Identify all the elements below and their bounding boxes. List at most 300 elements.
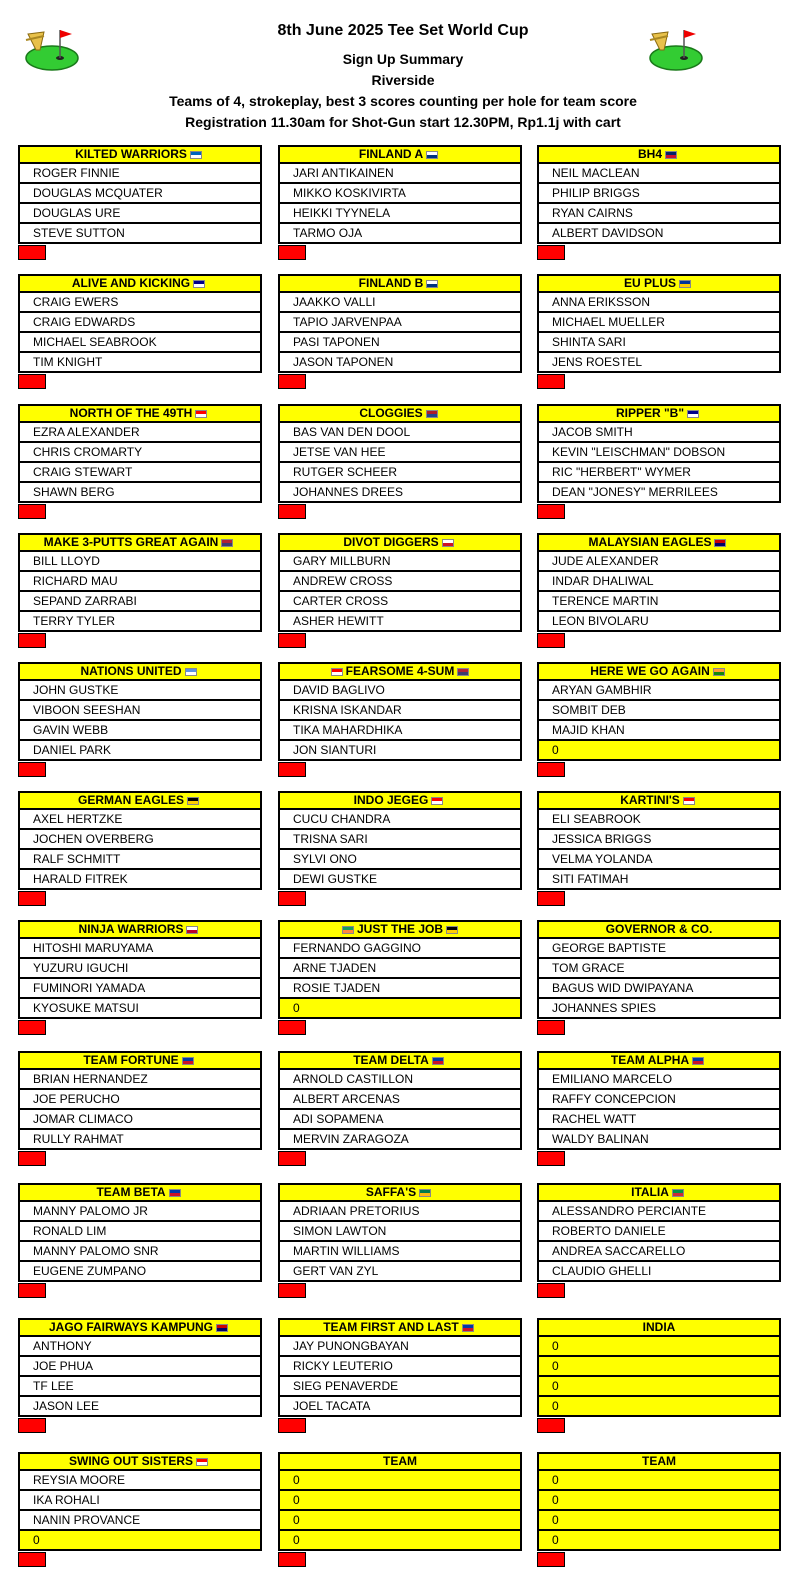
team-name-header [537, 791, 781, 810]
team-name: MAKE 3-PUTTS GREAT AGAIN [43, 535, 219, 549]
team-card [537, 1318, 781, 1433]
player-row: JAAKKO VALLI [278, 293, 522, 313]
player-row: BAS VAN DEN DOOL [278, 423, 522, 443]
team-card [18, 1183, 262, 1298]
player-row: RALF SCHMITT [18, 850, 262, 870]
player-row: MICHAEL MUELLER [537, 313, 781, 333]
player-row: MERVIN ZARAGOZA [278, 1130, 522, 1150]
team-name: CLOGGIES [359, 406, 423, 420]
malaysia-flag-icon [714, 539, 726, 547]
player-row: JACOB SMITH [537, 423, 781, 443]
player-row: SYLVI ONO [278, 850, 522, 870]
player-row: BILL LLOYD [18, 552, 262, 572]
team-name-header [18, 1183, 262, 1202]
germany-flag-icon [187, 797, 199, 805]
player-row: TOM GRACE [537, 959, 781, 979]
team-card [18, 404, 262, 519]
team-card [537, 1051, 781, 1166]
team-card [537, 920, 781, 1035]
team-name-header [18, 662, 262, 681]
player-row: SIEG PENAVERDE [278, 1377, 522, 1397]
player-row: REYSIA MOORE [18, 1471, 262, 1491]
south-africa-flag-icon [419, 1189, 431, 1197]
player-row: RIC "HERBERT" WYMER [537, 463, 781, 483]
team-card [278, 920, 522, 1035]
team-card [537, 662, 781, 777]
team-name-header [278, 145, 522, 164]
england-flag-icon [442, 539, 454, 547]
player-row: JASON TAPONEN [278, 353, 522, 373]
team-name: KILTED WARRIORS [75, 147, 187, 161]
player-row: MARTIN WILLIAMS [278, 1242, 522, 1262]
player-row: NEIL MACLEAN [537, 164, 781, 184]
indonesia-flag-icon [196, 1458, 208, 1466]
player-row: WALDY BALINAN [537, 1130, 781, 1150]
philippines-flag-icon [169, 1189, 181, 1197]
player-row: 0 [537, 1491, 781, 1511]
player-row: TRISNA SARI [278, 830, 522, 850]
payment-status-box [278, 633, 306, 648]
player-row: VIBOON SEESHAN [18, 701, 262, 721]
player-row: EUGENE ZUMPANO [18, 1262, 262, 1282]
team-card [537, 1452, 781, 1567]
player-row: VELMA YOLANDA [537, 850, 781, 870]
team-name-header [537, 404, 781, 423]
germany-flag-icon [446, 926, 458, 934]
player-row: JARI ANTIKAINEN [278, 164, 522, 184]
payment-status-box [537, 1020, 565, 1035]
team-card [537, 1183, 781, 1298]
format-description: Teams of 4, strokeplay, best 3 scores counting per hole for team score [169, 93, 637, 109]
payment-status-box [18, 374, 46, 389]
player-row: ARYAN GAMBHIR [537, 681, 781, 701]
team-card [537, 274, 781, 389]
team-name: TEAM DELTA [353, 1053, 429, 1067]
team-name: JUST THE JOB [356, 922, 443, 936]
ireland-flag-icon [342, 926, 354, 934]
team-name-header [278, 791, 522, 810]
australia-flag-icon [687, 410, 699, 418]
team-card [278, 533, 522, 648]
player-row: NANIN PROVANCE [18, 1511, 262, 1531]
payment-status-box [18, 633, 46, 648]
team-card [18, 920, 262, 1035]
player-row: ANNA ERIKSSON [537, 293, 781, 313]
team-card [537, 404, 781, 519]
team-card [278, 274, 522, 389]
finland-flag-icon [426, 280, 438, 288]
team-name: SAFFA'S [365, 1185, 417, 1199]
player-row: ANTHONY [18, 1337, 262, 1357]
player-row: ASHER HEWITT [278, 612, 522, 632]
player-row: YUZURU IGUCHI [18, 959, 262, 979]
team-name-header [537, 1051, 781, 1070]
philippines-flag-icon [462, 1324, 474, 1332]
team-card [18, 145, 262, 260]
player-row: ELI SEABROOK [537, 810, 781, 830]
player-row: ADRIAAN PRETORIUS [278, 1202, 522, 1222]
indonesia-flag-icon [331, 668, 343, 676]
player-row: 0 [18, 1531, 262, 1551]
payment-status-box [537, 891, 565, 906]
team-name: MALAYSIAN EAGLES [588, 535, 712, 549]
player-row: EMILIANO MARCELO [537, 1070, 781, 1090]
player-row: ARNE TJADEN [278, 959, 522, 979]
player-row: JESSICA BRIGGS [537, 830, 781, 850]
player-row: KEVIN "LEISCHMAN" DOBSON [537, 443, 781, 463]
team-name: NATIONS UNITED [80, 664, 182, 678]
player-row: RAFFY CONCEPCION [537, 1090, 781, 1110]
player-row: SIMON LAWTON [278, 1222, 522, 1242]
player-row: CRAIG STEWART [18, 463, 262, 483]
team-name-header [18, 533, 262, 552]
japan-flag-icon [186, 926, 198, 934]
player-row: GERT VAN ZYL [278, 1262, 522, 1282]
team-name-header [18, 1051, 262, 1070]
player-row: JOE PHUA [18, 1357, 262, 1377]
player-row: RONALD LIM [18, 1222, 262, 1242]
team-name: TEAM [383, 1454, 417, 1468]
team-name-header [537, 533, 781, 552]
player-row: ANDREA SACCARELLO [537, 1242, 781, 1262]
payment-status-box [537, 504, 565, 519]
player-row: JOHANNES SPIES [537, 999, 781, 1019]
player-row: STEVE SUTTON [18, 224, 262, 244]
payment-status-box [278, 1020, 306, 1035]
payment-status-box [18, 504, 46, 519]
player-row: KYOSUKE MATSUI [18, 999, 262, 1019]
payment-status-box [278, 1283, 306, 1298]
player-row: RULLY RAHMAT [18, 1130, 262, 1150]
player-row: IKA ROHALI [18, 1491, 262, 1511]
team-name: INDIA [642, 1320, 676, 1334]
team-name: BH4 [637, 147, 662, 161]
team-name-header [537, 274, 781, 293]
player-row: RICHARD MAU [18, 572, 262, 592]
player-row: TF LEE [18, 1377, 262, 1397]
team-name-header [537, 662, 781, 681]
team-name: DIVOT DIGGERS [343, 535, 439, 549]
team-name-header [18, 274, 262, 293]
player-row: CRAIG EWERS [18, 293, 262, 313]
team-name: FEARSOME 4-SUM [345, 664, 455, 678]
player-row: HITOSHI MARUYAMA [18, 939, 262, 959]
player-row: GEORGE BAPTISTE [537, 939, 781, 959]
player-row: 0 [278, 999, 522, 1019]
player-row: 0 [537, 1511, 781, 1531]
player-row: 0 [278, 1491, 522, 1511]
player-row: DEWI GUSTKE [278, 870, 522, 890]
payment-status-box [18, 1020, 46, 1035]
player-row: JOHN GUSTKE [18, 681, 262, 701]
player-row: JUDE ALEXANDER [537, 552, 781, 572]
team-name: TEAM BETA [96, 1185, 166, 1199]
player-row: ANDREW CROSS [278, 572, 522, 592]
team-name-header [278, 404, 522, 423]
player-row: JENS ROESTEL [537, 353, 781, 373]
player-row: RICKY LEUTERIO [278, 1357, 522, 1377]
player-row: RACHEL WATT [537, 1110, 781, 1130]
payment-status-box [278, 504, 306, 519]
player-row: JASON LEE [18, 1397, 262, 1417]
player-row: TIKA MAHARDHIKA [278, 721, 522, 741]
payment-status-box [278, 1418, 306, 1433]
payment-status-box [537, 762, 565, 777]
player-row: AXEL HERTZKE [18, 810, 262, 830]
player-row: MANNY PALOMO SNR [18, 1242, 262, 1262]
team-name-header [18, 791, 262, 810]
player-row: ARNOLD CASTILLON [278, 1070, 522, 1090]
team-name: TEAM [642, 1454, 676, 1468]
player-row: FUMINORI YAMADA [18, 979, 262, 999]
player-row: FERNANDO GAGGINO [278, 939, 522, 959]
payment-status-box [18, 245, 46, 260]
team-card [537, 145, 781, 260]
usa-flag-icon [221, 539, 233, 547]
team-card [18, 791, 262, 906]
team-card [537, 533, 781, 648]
philippines-flag-icon [692, 1057, 704, 1065]
team-name-header [18, 145, 262, 164]
team-name: GERMAN EAGLES [77, 793, 184, 807]
team-name-header [537, 1318, 781, 1337]
team-card [18, 1051, 262, 1166]
player-row: TERRY TYLER [18, 612, 262, 632]
player-row: GAVIN WEBB [18, 721, 262, 741]
team-name: INDO JEGEG [353, 793, 429, 807]
player-row: RYAN CAIRNS [537, 204, 781, 224]
payment-status-box [278, 762, 306, 777]
team-card [18, 274, 262, 389]
team-name-header [278, 1452, 522, 1471]
player-row: ALBERT DAVIDSON [537, 224, 781, 244]
team-name-header [278, 1183, 522, 1202]
player-row: HEIKKI TYYNELA [278, 204, 522, 224]
player-row: DEAN "JONESY" MERRILEES [537, 483, 781, 503]
philippines-flag-icon [182, 1057, 194, 1065]
player-row: GARY MILLBURN [278, 552, 522, 572]
player-row: TIM KNIGHT [18, 353, 262, 373]
team-name: JAGO FAIRWAYS KAMPUNG [48, 1320, 214, 1334]
team-name-header [537, 145, 781, 164]
team-name-header [18, 920, 262, 939]
eu-flag-icon [679, 280, 691, 288]
player-row: JOHANNES DREES [278, 483, 522, 503]
uk-flag-icon [665, 151, 677, 159]
player-row: ROBERTO DANIELE [537, 1222, 781, 1242]
player-row: 0 [537, 1377, 781, 1397]
team-card [18, 662, 262, 777]
team-name-header [278, 1051, 522, 1070]
team-card [278, 791, 522, 906]
payment-status-box [18, 762, 46, 777]
team-name-header [278, 1318, 522, 1337]
team-name: ALIVE AND KICKING [71, 276, 191, 290]
payment-status-box [278, 1552, 306, 1567]
team-name: NINJA WARRIORS [78, 922, 184, 936]
player-row: ROGER FINNIE [18, 164, 262, 184]
un-flag-icon [185, 668, 197, 676]
player-row: SEPAND ZARRABI [18, 592, 262, 612]
player-row: CARTER CROSS [278, 592, 522, 612]
player-row: PHILIP BRIGGS [537, 184, 781, 204]
player-row: SHINTA SARI [537, 333, 781, 353]
payment-status-box [18, 1151, 46, 1166]
india-flag-icon [713, 668, 725, 676]
team-card [18, 533, 262, 648]
player-row: JOEL TACATA [278, 1397, 522, 1417]
player-row: BRIAN HERNANDEZ [18, 1070, 262, 1090]
payment-status-box [537, 374, 565, 389]
player-row: MICHAEL SEABROOK [18, 333, 262, 353]
team-name-header [278, 274, 522, 293]
team-card [18, 1318, 262, 1433]
team-card [278, 662, 522, 777]
payment-status-box [537, 1283, 565, 1298]
team-name: RIPPER "B" [615, 406, 685, 420]
team-name-header [278, 920, 522, 939]
player-row: LEON BIVOLARU [537, 612, 781, 632]
player-row: RUTGER SCHEER [278, 463, 522, 483]
player-row: JOCHEN OVERBERG [18, 830, 262, 850]
payment-status-box [18, 1552, 46, 1567]
team-name-header [278, 533, 522, 552]
payment-status-box [537, 633, 565, 648]
player-row: ALESSANDRO PERCIANTE [537, 1202, 781, 1222]
team-card [278, 404, 522, 519]
registration-info: Registration 11.30am for Shot-Gun start 12.30PM, Rp1.1j with cart [185, 114, 621, 130]
team-card [278, 1452, 522, 1567]
player-row: INDAR DHALIWAL [537, 572, 781, 592]
page-title: 8th June 2025 Tee Set World Cup [277, 22, 529, 39]
canada-flag-icon [195, 410, 207, 418]
payment-status-box [537, 245, 565, 260]
player-row: TAPIO JARVENPAA [278, 313, 522, 333]
indonesia-flag-icon [683, 797, 695, 805]
team-name: NORTH OF THE 49TH [69, 406, 193, 420]
team-name: ITALIA [631, 1185, 669, 1199]
player-row: 0 [537, 1397, 781, 1417]
team-name-header [18, 1318, 262, 1337]
player-row: EZRA ALEXANDER [18, 423, 262, 443]
player-row: CUCU CHANDRA [278, 810, 522, 830]
payment-status-box [278, 1151, 306, 1166]
team-card [278, 1051, 522, 1166]
payment-status-box [278, 891, 306, 906]
player-row: MANNY PALOMO JR [18, 1202, 262, 1222]
finland-flag-icon [426, 151, 438, 159]
page-subtitle: Sign Up Summary [342, 51, 464, 67]
payment-status-box [278, 374, 306, 389]
player-row: JOMAR CLIMACO [18, 1110, 262, 1130]
team-name-header [537, 920, 781, 939]
player-row: 0 [537, 741, 781, 761]
player-row: JAY PUNONGBAYAN [278, 1337, 522, 1357]
player-row: SOMBIT DEB [537, 701, 781, 721]
player-row: KRISNA ISKANDAR [278, 701, 522, 721]
team-name: FINLAND B [358, 276, 424, 290]
team-card [18, 1452, 262, 1567]
team-name-header [18, 404, 262, 423]
player-row: DANIEL PARK [18, 741, 262, 761]
team-name: GOVERNOR & CO. [605, 922, 713, 936]
team-name-header [537, 1452, 781, 1471]
player-row: 0 [537, 1471, 781, 1491]
payment-status-box [18, 1283, 46, 1298]
team-name: TEAM ALPHA [610, 1053, 690, 1067]
philippines-flag-icon [432, 1057, 444, 1065]
player-row: ROSIE TJADEN [278, 979, 522, 999]
team-card [278, 1183, 522, 1298]
player-row: 0 [278, 1511, 522, 1531]
team-name: HERE WE GO AGAIN [590, 664, 710, 678]
payment-status-box [537, 1151, 565, 1166]
indonesia-flag-icon [431, 797, 443, 805]
team-card [278, 145, 522, 260]
payment-status-box [18, 891, 46, 906]
player-row: CLAUDIO GHELLI [537, 1262, 781, 1282]
player-row: 0 [537, 1357, 781, 1377]
player-row: DAVID BAGLIVO [278, 681, 522, 701]
player-row: BAGUS WID DWIPAYANA [537, 979, 781, 999]
player-row: CHRIS CROMARTY [18, 443, 262, 463]
player-row: MAJID KHAN [537, 721, 781, 741]
player-row: 0 [537, 1337, 781, 1357]
player-row: JETSE VAN HEE [278, 443, 522, 463]
player-row: 0 [278, 1531, 522, 1551]
player-row: SHAWN BERG [18, 483, 262, 503]
player-row: 0 [278, 1471, 522, 1491]
malaysia-flag-icon [216, 1324, 228, 1332]
netherlands-flag-icon [426, 410, 438, 418]
player-row: JON SIANTURI [278, 741, 522, 761]
team-name-header [537, 1183, 781, 1202]
team-name: FINLAND A [358, 147, 424, 161]
payment-status-box [278, 245, 306, 260]
team-name: SWING OUT SISTERS [68, 1454, 193, 1468]
scotland-flag-icon [190, 151, 202, 159]
team-name-header [278, 662, 522, 681]
player-row: PASI TAPONEN [278, 333, 522, 353]
payment-status-box [18, 1418, 46, 1433]
player-row: TARMO OJA [278, 224, 522, 244]
payment-status-box [537, 1418, 565, 1433]
player-row: 0 [537, 1531, 781, 1551]
player-row: ALBERT ARCENAS [278, 1090, 522, 1110]
team-name: EU PLUS [623, 276, 676, 290]
team-card [537, 791, 781, 906]
team-name: KARTINI'S [620, 793, 680, 807]
usa-flag-icon [457, 668, 469, 676]
player-row: HARALD FITREK [18, 870, 262, 890]
team-name-header [18, 1452, 262, 1471]
player-row: CRAIG EDWARDS [18, 313, 262, 333]
team-card [278, 1318, 522, 1433]
team-name: TEAM FIRST AND LAST [323, 1320, 459, 1334]
player-row: MIKKO KOSKIVIRTA [278, 184, 522, 204]
player-row: SITI FATIMAH [537, 870, 781, 890]
australia-flag-icon [193, 280, 205, 288]
player-row: DOUGLAS MCQUATER [18, 184, 262, 204]
player-row: DOUGLAS URE [18, 204, 262, 224]
player-row: ADI SOPAMENA [278, 1110, 522, 1130]
italy-flag-icon [672, 1189, 684, 1197]
team-name: TEAM FORTUNE [83, 1053, 179, 1067]
player-row: TERENCE MARTIN [537, 592, 781, 612]
venue-label: Riverside [371, 72, 435, 88]
payment-status-box [537, 1552, 565, 1567]
player-row: JOE PERUCHO [18, 1090, 262, 1110]
